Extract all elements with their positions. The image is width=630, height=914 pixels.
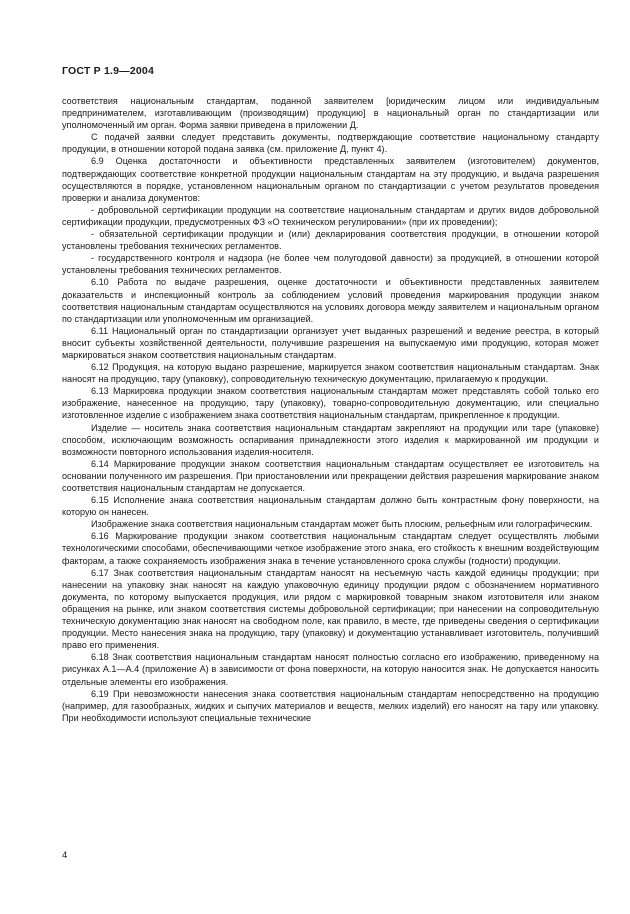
- paragraph: С подачей заявки следует представить документы, подтверждающие соответствие национальному стандарту продукции, в отношении которой подана заявка (см. приложение Д, пункт 4).: [62, 132, 599, 155]
- paragraph-6-19: 6.19 При невозможности нанесения знака соответствия национальным стандартам непосредственно на продукцию (например, для газообразных, жидких и сыпучих материалов и веществ, мелких изделий) его наносят на тару или упаковку. При необходимости используют специальные технические: [62, 688, 599, 723]
- document-body: [62, 95, 599, 724]
- paragraph-6-9: 6.9 Оценка достаточности и объективности представленных заявителем (изготовителем) документов, подтверждающих соответствие конкретной продукции национальным стандартам на эту продукцию, и выдача разрешения осуществляются в порядке, установленном национальным органом по стандартизации с учетом результатов проведения проверки и анализа документов:: [62, 156, 599, 203]
- list-item: - государственного контроля и надзора (не более чем полугодовой давности) за продукцией, в отношении которой установлены требования технических регламентов.: [62, 253, 599, 276]
- page-number: 4: [62, 850, 68, 861]
- paragraph-6-18: 6.18 Знак соответствия национальным стандартам наносят полностью согласно его изображению, приведенному на рисунках А.1—А.4 (приложение А) в зависимости от фона поверхности, на которую наносится знак. Не допускается наносить отдельные элементы его изображения.: [62, 652, 599, 687]
- paragraph-6-11: 6.11 Национальный орган по стандартизации организует учет выданных разрешений и ведение реестра, в который вносит субъекты хозяйственной деятельности, получившие разрешения на выпускаемую ими продукцию, которая может маркироваться знаком соответствия национальным стандартам.: [62, 325, 599, 360]
- paragraph-6-10: 6.10 Работа по выдаче разрешения, оценке достаточности и объективности представленных заявителем доказательств и инспекционный контроль за соблюдением условий проведения маркирования продукции знаком соответствия национальным стандартам осуществляются на условиях договора между заявителем и национальным органом по стандартизации или уполномоченным им организацией.: [62, 277, 599, 324]
- paragraph: Изделие — носитель знака соответствия национальным стандартам закрепляют на продукции или таре (упаковке) способом, исключающим возможность оспаривания принадлежности этого изделия к маркированной им продукции и возможности повторного использования изделия-носителя.: [62, 422, 599, 457]
- paragraph-6-16: 6.16 Маркирование продукции знаком соответствия национальным стандартам следует осуществлять любыми технологическими способами, обеспечивающими четкое изображение этого знака, его стойкость к внешним воздействующим факторам, а также сохраняемость изображения знака в течение установленного срока службы (годности) продукции.: [62, 531, 599, 566]
- paragraph: Изображение знака соответствия национальным стандартам может быть плоским, рельефным или голографическим.: [91, 519, 593, 530]
- paragraph-6-12: 6.12 Продукция, на которую выдано разрешение, маркируется знаком соответствия национальным стандартам. Знак наносят на продукцию, тару (упаковку), сопроводительную техническую документацию, прилагаемую к продукции.: [62, 362, 599, 385]
- list-item: - обязательной сертификации продукции и (или) декларирования соответствия продукции, в отношении которой установлены требования технических регламентов.: [62, 229, 599, 252]
- paragraph: соответствия национальным стандартам, поданной заявителем [юридическим лицом или индивидуальным предпринимателем, изготавливающим (производящим) продукцию] в национальный орган по стандартизации или уполномоченный им орган. Форма заявки приведена в приложении Д.: [62, 96, 599, 131]
- paragraph-6-17: 6.17 Знак соответствия национальным стандартам наносят на несъемную часть каждой единицы продукции; при нанесении на упаковку знак наносят на каждую упаковочную единицу продукции рядом с обозначением нормативного документа, по которому выпускается продукция, или рядом с маркировкой товарным знаком изготовителя или знаком обращения на рынке, или знаком соответствия системы добровольной сертификации; при нанесении на сопроводительную техническую документацию знак наносят на свободном поле, как правило, в месте, где приведены сведения о сертификации продукции. Место нанесения знака на продукцию, тару (упаковку) и документацию устанавливает изготовитель, получивший право его применения.: [62, 567, 599, 651]
- paragraph-6-13: 6.13 Маркировка продукции знаком соответствия национальным стандартам может представлять собой только его изображение, нанесенное на продукцию, тару (упаковку), товарно-сопроводительную документацию, или специально изготовленное изделие с изображением знака соответствия национальным стандартам, прикрепленное к продукции.: [62, 386, 599, 421]
- list-item: - добровольной сертификации продукции на соответствие национальным стандартам и других видов добровольной сертификации продукции, предусмотренных ФЗ «О техническом регулировании» (при их проведении);: [62, 204, 599, 227]
- paragraph-6-14: 6.14 Маркирование продукции знаком соответствия национальным стандартам осуществляет ее изготовитель на основании полученного им разрешения. При приостановлении или прекращении действия разрешения маркирование знаком соответствия национальным стандартам не допускается.: [62, 458, 599, 493]
- paragraph-6-15: 6.15 Исполнение знака соответствия национальным стандартам должно быть контрастным фону поверхности, на которую он нанесен.: [62, 495, 599, 518]
- document-header: ГОСТ Р 1.9—2004: [62, 65, 155, 77]
